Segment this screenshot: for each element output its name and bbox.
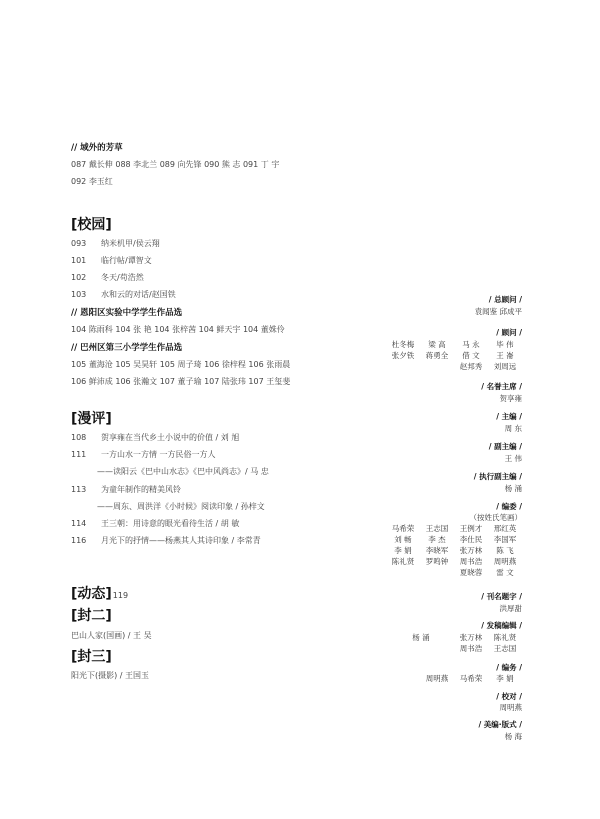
toc-item: 093 纳米机甲/侯云翔 [71, 239, 160, 248]
section-title-manping: [漫评] [71, 411, 112, 427]
credit-heading: / 顾问 / [496, 328, 522, 337]
credit-names: 周 东 [504, 424, 522, 433]
page-number: 119 [112, 591, 129, 600]
credit-names: 贺享雍 [499, 394, 522, 403]
toc-item: 114 王三朝：用诗意的眼光看待生活 / 胡 敏 [71, 519, 240, 528]
credit-heading: / 副主编 / [488, 442, 522, 451]
credit-name-grid: 周明燕 马希荣 李 娟 [425, 674, 514, 683]
credit-names: 周明燕 [499, 703, 522, 712]
credit-note: （按姓氏笔画） [469, 513, 522, 522]
credit-name-grid: 马希荣 王志国 王例才 邢红英 刘 畅 李 杰 李仕民 李国军 李 娟 李晓军 张万林 陈 飞 陈礼贤 罗鸣钟 周书浩 周明燕 夏晓蓉 雷 文 [391, 524, 517, 577]
section-title-xiaoyuan: [校园] [71, 217, 112, 233]
section-title-dongtai: [动态]119 [71, 586, 129, 602]
section-heading-enyang: // 恩阳区实验中学学生作品选 [71, 308, 183, 318]
toc-item: 113 为童年制作的精美风铃 [71, 485, 181, 494]
credit-names: 洪厚甜 [499, 604, 522, 613]
toc-item: 102 冬天/苟浩然 [71, 273, 144, 282]
section-heading-bazhou: // 巴州区第三小学学生作品选 [71, 343, 183, 353]
credit-heading: / 名誉主席 / [481, 382, 522, 391]
toc-line: 104 陈雨科 104 张 艳 104 张梓茜 104 鲜天宇 104 董姝伶 [71, 325, 285, 334]
toc-item: 111 一方山水一方情 一方民俗一方人 [71, 450, 216, 459]
credit-heading: / 美编·版式 / [478, 720, 522, 729]
toc-subtitle: ——周东、周洪洋《小时候》阅读印象 / 孙梓文 [97, 502, 265, 511]
toc-item: 116 月光下的抒情——杨燕其人其诗印象 / 李常青 [71, 536, 261, 545]
credit-names: 杨 涌 [504, 484, 522, 493]
credit-heading: / 总顾问 / [488, 295, 522, 304]
section-heading-yuwai: // 域外的芳草 [71, 143, 123, 153]
toc-line: 阳光下(摄影) / 王国玉 [71, 671, 150, 680]
toc-line: 087 戴长伸 088 李北兰 089 向先锋 090 熊 志 091 丁 宇 [71, 160, 280, 169]
credit-names: 杨 海 [504, 732, 522, 741]
credit-heading: / 发稿编辑 / [481, 621, 522, 630]
section-title-fengsan: [封三] [71, 649, 112, 665]
toc-line: 092 李玉红 [71, 177, 113, 186]
credit-heading: / 校对 / [496, 692, 522, 701]
toc-line: 105 董海沧 105 吴昊轩 105 周子琦 106 徐梓程 106 张雨晨 [71, 360, 291, 369]
credit-heading: / 刊名题字 / [481, 592, 522, 601]
credit-name-grid: 杜冬梅 梁 高 马 永 毕 伟 张夕铁 蒋勇全 借 文 王 崙 赵邦秀 刘周远 [391, 340, 517, 371]
credit-names: 王 伟 [504, 454, 522, 463]
credit-name-grid: 杨 涌 张万林 陈礼贤 周书浩 王志国 [412, 633, 517, 653]
toc-item: 103 水和云的对话/赵国铁 [71, 290, 176, 299]
credit-heading: / 执行副主编 / [473, 472, 522, 481]
toc-item: 101 临行帖/谭智文 [71, 256, 152, 265]
toc-line: 巴山人家(国画) / 王 吴 [71, 631, 152, 640]
credit-heading: / 主编 / [496, 412, 522, 421]
credit-heading: / 编委 / [496, 502, 522, 511]
toc-item: 108 贺享雍在当代乡土小说中的价值 / 刘 旭 [71, 433, 240, 442]
credit-names: 袁闻鉴 邱成平 [474, 307, 522, 316]
credit-heading: / 编务 / [496, 663, 522, 672]
toc-line: 106 鲜沛成 106 张瀚文 107 董子瑜 107 陆张玮 107 王玺斐 [71, 377, 291, 386]
section-title-fenger: [封二] [71, 608, 112, 624]
toc-subtitle: ——读阳云《巴中山水志》《巴中风尚志》/ 马 忠 [97, 467, 269, 476]
